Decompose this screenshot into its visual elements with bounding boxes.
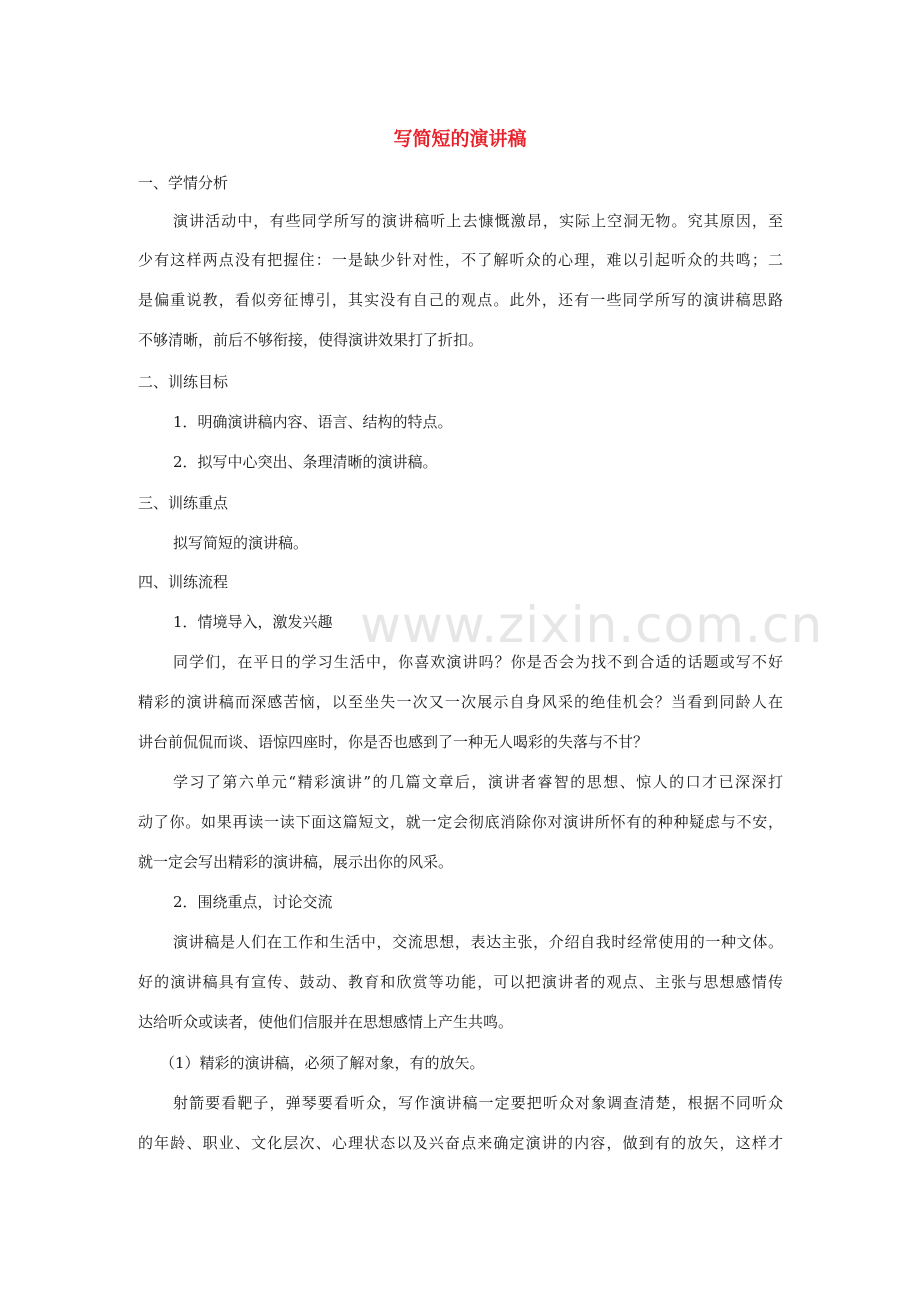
subsection-heading: 1．情境导入，激发兴趣	[173, 613, 333, 631]
paragraph-line: 讲台前侃侃而谈、语惊四座时，你是否也感到了一种无人喝彩的失落与不甘？	[138, 733, 649, 751]
paragraph-line: 动了你。如果再读一读下面这篇短文，就一定会彻底消除你对演讲所怀有的种种疑虑与不安，	[138, 813, 783, 831]
paragraph-line: 射箭要看靶子，弹琴要看听众，写作演讲稿一定要把听众对象调查清楚，根据不同听众	[173, 1094, 783, 1112]
paragraph-line: 演讲活动中，有些同学所写的演讲稿听上去慷慨激昂，实际上空洞无物。究其原因，至	[173, 212, 783, 230]
section-heading: 三、训练重点	[138, 494, 229, 512]
paragraph-line: 达给听众或读者，使他们信服并在思想感情上产生共鸣。	[138, 1013, 514, 1031]
section-heading: 二、训练目标	[138, 373, 229, 391]
paragraph-line: 不够清晰，前后不够衔接，使得演讲效果打了折扣。	[138, 331, 484, 349]
subsection-heading: （1）精彩的演讲稿，必须了解对象，有的放矢。	[160, 1054, 485, 1072]
paragraph-line: 学习了第六单元“精彩演讲”的几篇文章后，演讲者睿智的思想、惊人的口才已深深打	[173, 773, 783, 791]
list-item: 2．拟写中心突出、条理清晰的演讲稿。	[173, 453, 438, 471]
paragraph-line: 就一定会写出精彩的演讲稿，展示出你的风采。	[138, 853, 454, 871]
paragraph-line: 好的演讲稿具有宣传、鼓动、教育和欣赏等功能，可以把演讲者的观点、主张与思想感情传	[138, 973, 783, 991]
paragraph-line: 拟写简短的演讲稿。	[173, 534, 309, 552]
paragraph-line: 演讲稿是人们在工作和生活中，交流思想，表达主张，介绍自我时经常使用的一种文体。	[173, 933, 783, 951]
section-heading: 一、学情分析	[138, 174, 229, 192]
paragraph-line: 精彩的演讲稿而深感苦恼，以至坐失一次又一次展示自身风采的绝佳机会？当看到同龄人在	[138, 693, 783, 711]
document-title: 写简短的演讲稿	[393, 128, 527, 150]
paragraph-line: 的年龄、职业、文化层次、心理状态以及兴奋点来确定演讲的内容，做到有的放矢，这样才	[138, 1134, 783, 1152]
section-heading: 四、训练流程	[138, 573, 229, 591]
watermark: www.zixin.com.cn	[360, 596, 824, 654]
list-item: 1．明确演讲稿内容、语言、结构的特点。	[173, 413, 453, 431]
subsection-heading: 2．围绕重点，讨论交流	[173, 893, 333, 911]
paragraph-line: 同学们，在平日的学习生活中，你喜欢演讲吗？你是否会为找不到合适的话题或写不好	[173, 653, 783, 671]
paragraph-line: 是偏重说教，看似旁征博引，其实没有自己的观点。此外，还有一些同学所写的演讲稿思路	[138, 291, 783, 309]
paragraph-line: 少有这样两点没有把握住：一是缺少针对性，不了解听众的心理，难以引起听众的共鸣；二	[138, 251, 783, 269]
